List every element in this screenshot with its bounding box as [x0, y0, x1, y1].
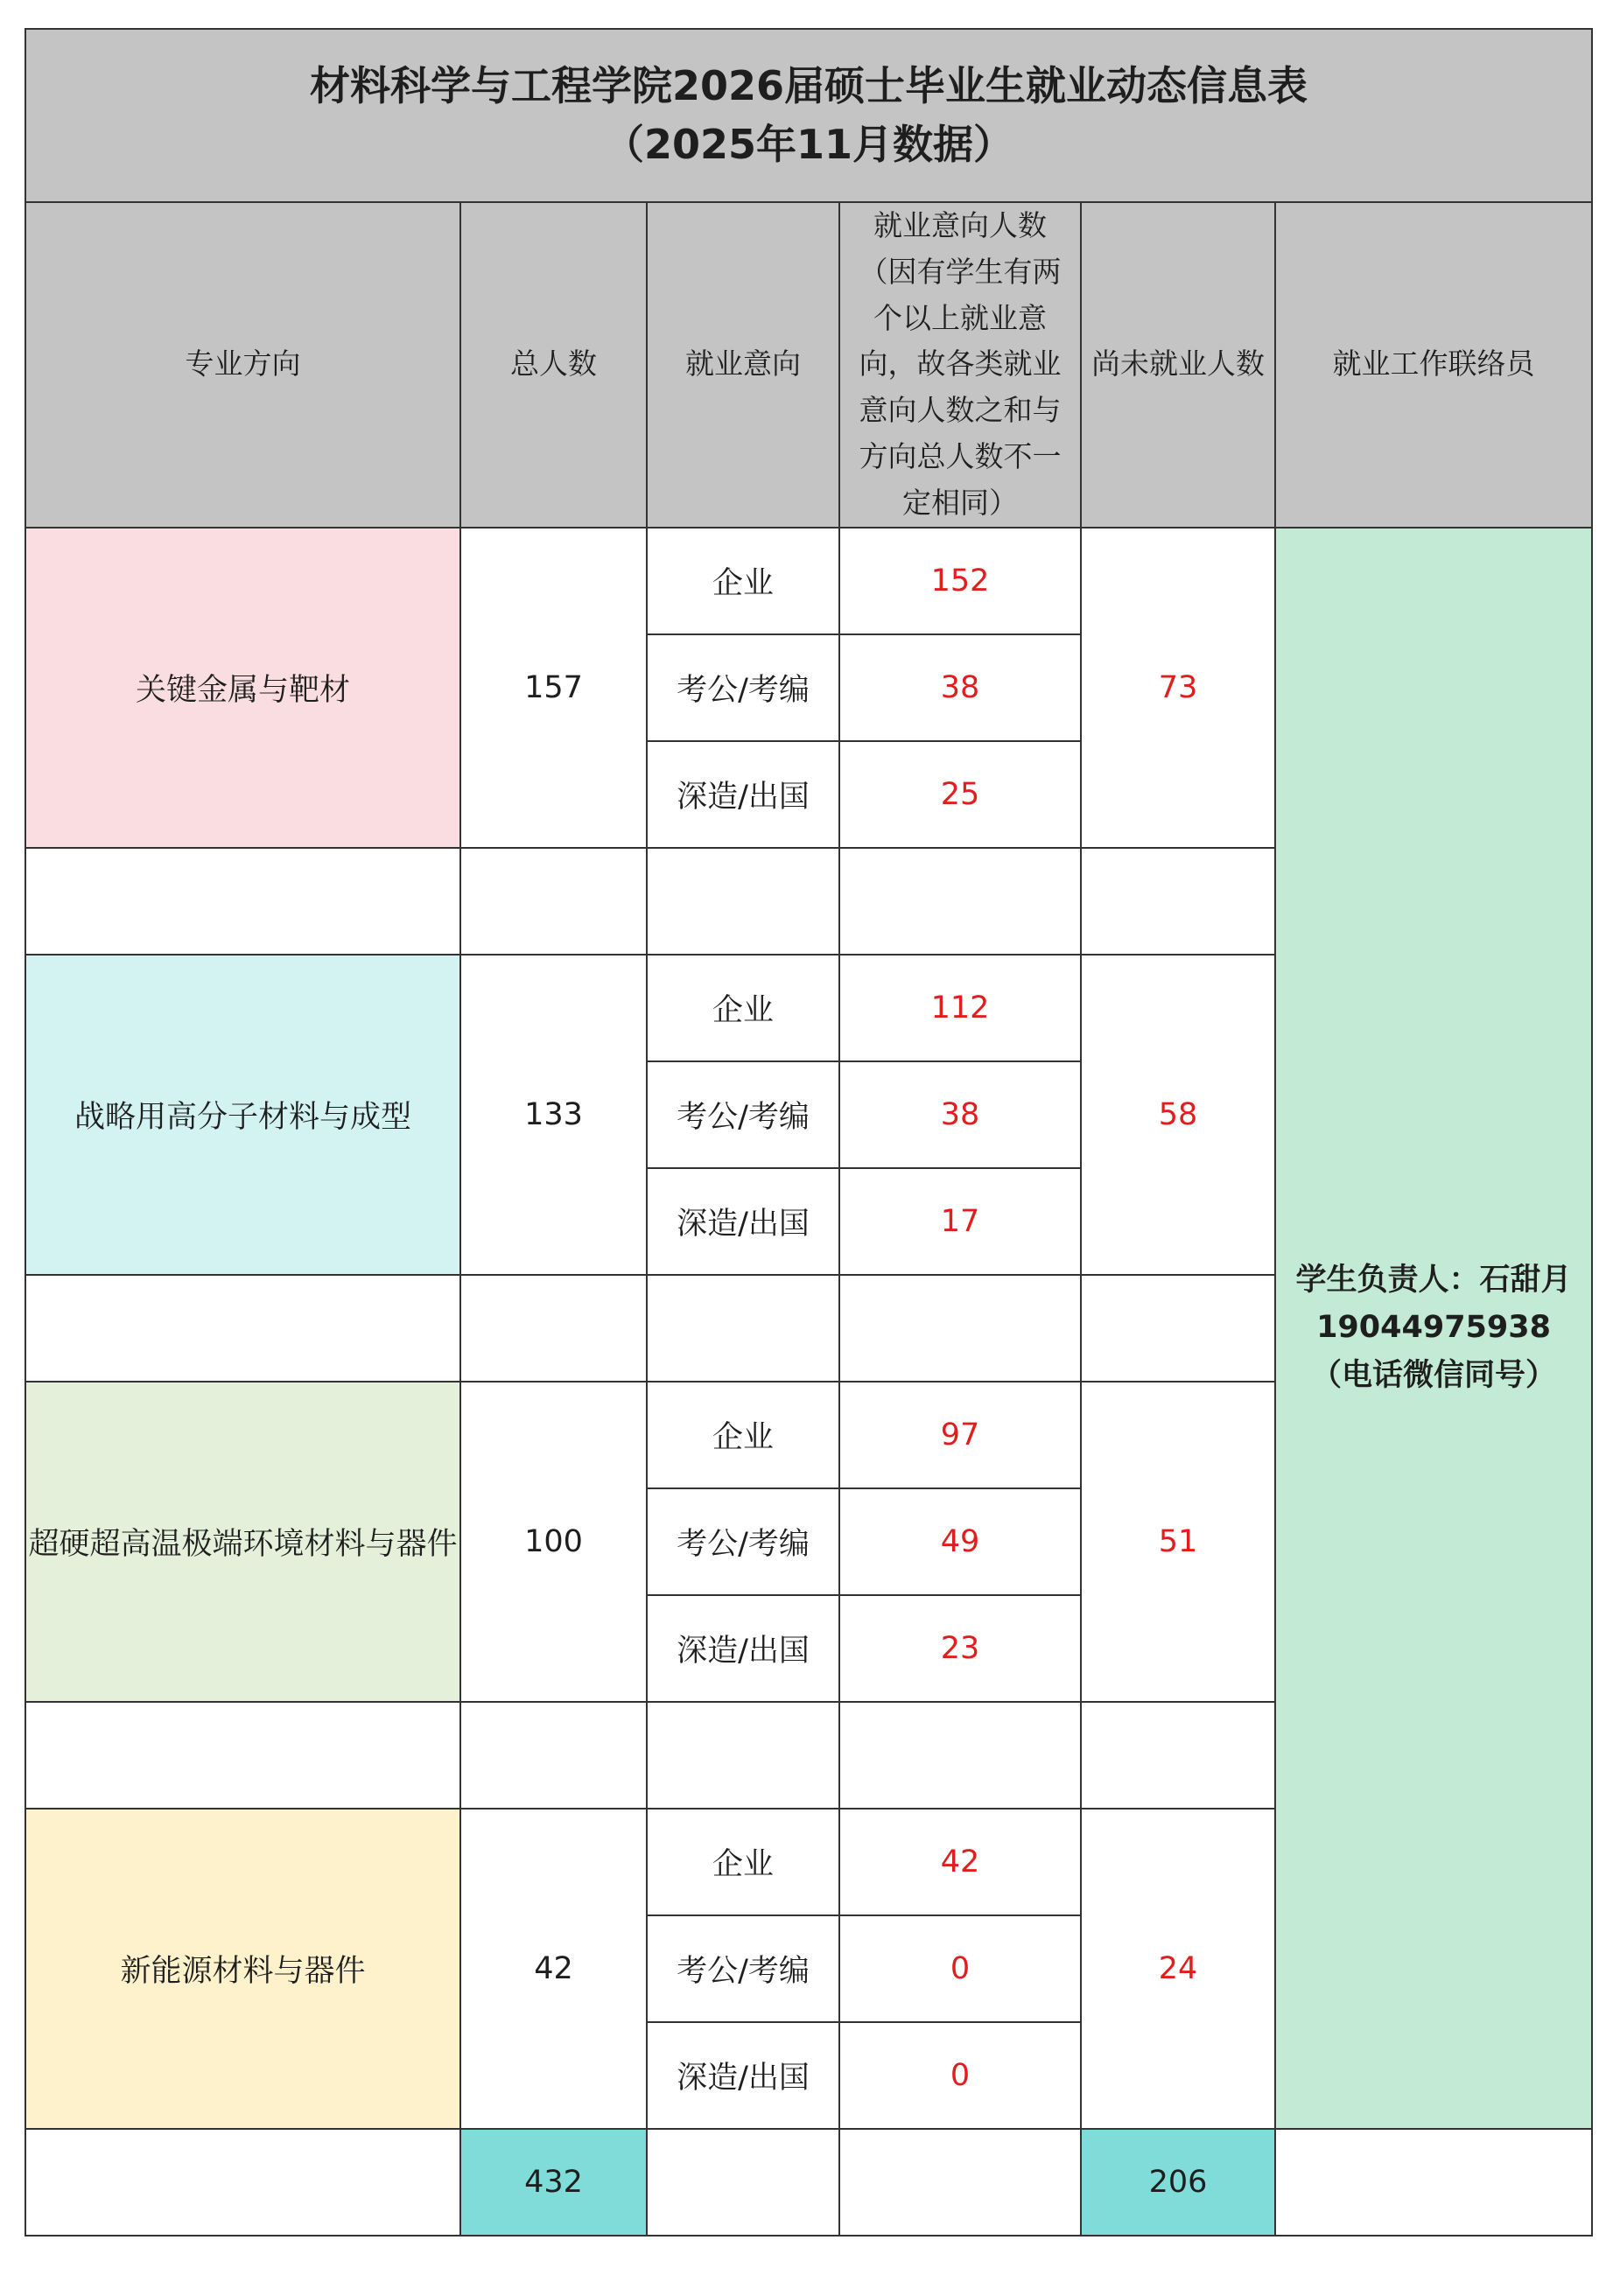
employment-info-sheet	[25, 28, 1591, 2263]
unemployed-count-cell: 24	[1081, 1809, 1275, 2129]
unemployed-count-cell: 51	[1081, 1382, 1275, 1702]
total-count-cell: 42	[460, 1809, 647, 2129]
intent-cell: 考公/考编	[647, 1488, 839, 1595]
title-line-2: （2025年11月数据）	[604, 121, 1014, 168]
intent-count-cell: 42	[839, 1809, 1081, 1915]
intent-cell: 考公/考编	[647, 1061, 839, 1168]
intent-count-cell: 0	[839, 2022, 1081, 2129]
intent-cell: 考公/考编	[647, 634, 839, 741]
header-liaison: 就业工作联络员	[1275, 202, 1592, 528]
unemployed-count-cell: 58	[1081, 955, 1275, 1275]
intent-count-cell: 0	[839, 1915, 1081, 2022]
intent-cell: 深造/出国	[647, 2022, 839, 2129]
empty-cell	[1081, 848, 1275, 955]
liaison-cell	[1275, 528, 1592, 2129]
intent-count-cell: 38	[839, 634, 1081, 741]
empty-cell	[1275, 2129, 1592, 2236]
intent-count-cell: 23	[839, 1595, 1081, 1702]
empty-cell	[839, 2129, 1081, 2236]
intent-count-cell: 49	[839, 1488, 1081, 1595]
intent-count-cell: 38	[839, 1061, 1081, 1168]
unemployed-count-cell: 73	[1081, 528, 1275, 848]
empty-cell	[839, 1275, 1081, 1382]
intent-cell: 深造/出国	[647, 741, 839, 848]
intent-cell: 考公/考编	[647, 1915, 839, 2022]
intent-count-cell: 112	[839, 955, 1081, 1061]
liaison-line-1: 学生负责人：石甜月	[1295, 1263, 1572, 1298]
empty-cell	[460, 1275, 647, 1382]
title-line-1: 材料科学与工程学院2026届硕士毕业生就业动态信息表	[310, 62, 1308, 110]
liaison-line-2: 19044975938	[1316, 1310, 1551, 1346]
intent-cell: 企业	[647, 955, 839, 1061]
table-title	[25, 29, 1592, 202]
header-total: 总人数	[460, 202, 647, 528]
intent-count-cell: 97	[839, 1382, 1081, 1488]
intent-cell: 深造/出国	[647, 1168, 839, 1275]
empty-cell	[25, 1275, 460, 1382]
table-row	[25, 528, 1592, 634]
grand-total-cell: 432	[460, 2129, 647, 2236]
header-intent: 就业意向	[647, 202, 839, 528]
empty-cell	[25, 848, 460, 955]
empty-cell	[839, 848, 1081, 955]
total-count-cell: 157	[460, 528, 647, 848]
major-cell: 关键金属与靶材	[25, 528, 460, 848]
major-cell: 超硬超高温极端环境材料与器件	[25, 1382, 460, 1702]
total-count-cell: 133	[460, 955, 647, 1275]
employment-table	[25, 28, 1593, 2236]
header-major: 专业方向	[25, 202, 460, 528]
liaison-line-3: （电话微信同号）	[1311, 1357, 1557, 1393]
header-intent-count: 就业意向人数（因有学生有两个以上就业意向，故各类就业意向人数之和与方向总人数不一定相同）	[839, 202, 1081, 528]
header-unemployed: 尚未就业人数	[1081, 202, 1275, 528]
intent-cell: 企业	[647, 1809, 839, 1915]
empty-cell	[25, 2129, 460, 2236]
grand-unemployed-cell: 206	[1081, 2129, 1275, 2236]
empty-cell	[1081, 1275, 1275, 1382]
total-count-cell: 100	[460, 1382, 647, 1702]
empty-cell	[839, 1702, 1081, 1809]
intent-count-cell: 25	[839, 741, 1081, 848]
intent-cell: 企业	[647, 528, 839, 634]
intent-count-cell: 152	[839, 528, 1081, 634]
empty-cell	[460, 848, 647, 955]
empty-cell	[647, 848, 839, 955]
major-cell: 战略用高分子材料与成型	[25, 955, 460, 1275]
intent-cell: 企业	[647, 1382, 839, 1488]
empty-cell	[1081, 1702, 1275, 1809]
empty-cell	[647, 1702, 839, 1809]
intent-count-cell: 17	[839, 1168, 1081, 1275]
empty-cell	[647, 2129, 839, 2236]
empty-cell	[25, 1702, 460, 1809]
intent-cell: 深造/出国	[647, 1595, 839, 1702]
empty-cell	[647, 1275, 839, 1382]
major-cell: 新能源材料与器件	[25, 1809, 460, 2129]
totals-row	[25, 2129, 1592, 2236]
empty-cell	[460, 1702, 647, 1809]
